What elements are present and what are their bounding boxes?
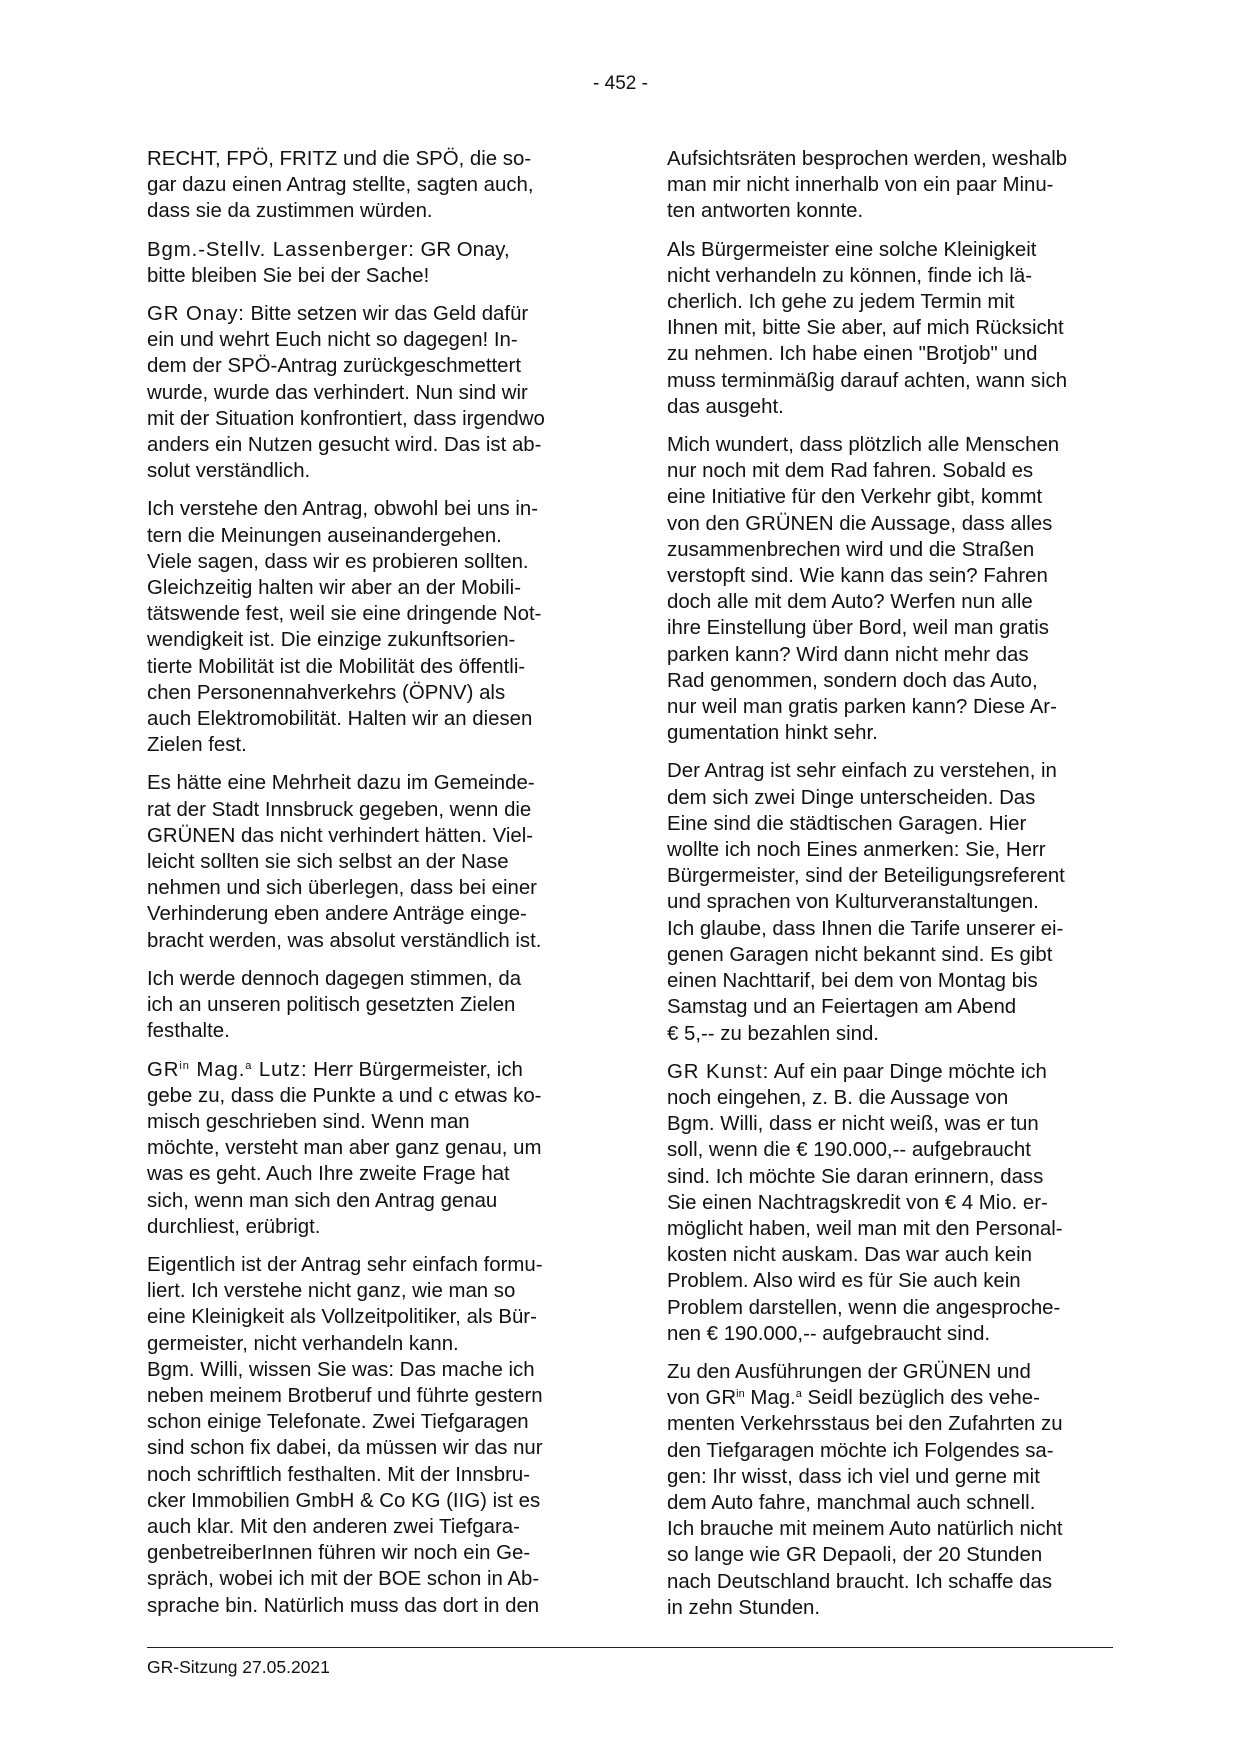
left-column: [147, 146, 592, 1631]
paragraph: Aufsichtsräten besprochen werden, weshalb man mir nicht innerhalb von ein paar Minu- ten antworten konnte.: [667, 148, 1068, 223]
speaker-label: Bgm.-Stellv. Lassenberger:: [147, 238, 415, 261]
speaker-label: GR Kunst:: [667, 1060, 770, 1083]
speaker-label: GR Onay:: [147, 303, 245, 326]
footer-divider: [147, 1647, 1113, 1648]
paragraph: Ich verstehe den Antrag, obwohl bei uns in- tern die Meinungen auseinandergehen. Viele sagen, dass wir es probieren sollten. Gleichzeitig halten wir aber an der Mobili- tätswende fest, weil sie eine dringende Not- wendigkeit ist. Die einzige zukunftsorien- tierte Mobilität ist die Mobilität des öffentli- chen Personennahverkehrs (ÖPNV) als auch Elektromobilität. Halten wir an diesen Zielen fest.: [147, 498, 542, 757]
paragraph: Ich werde dennoch dagegen stimmen, da ich an unseren politisch gesetzten Zielen festhalte.: [147, 967, 522, 1043]
paragraph: Als Bürgermeister eine solche Kleinigkeit nicht verhandeln zu können, finde ich lä- cherlich. Ich gehe zu jedem Termin mit Ihnen mit, bitte Sie aber, auf mich Rücksicht zu nehmen. Ich habe einen "Brotjob" und muss terminmäßig darauf achten, wann sich das ausgeht.: [667, 238, 1068, 418]
paragraph: Mich wundert, dass plötzlich alle Menschen nur noch mit dem Rad fahren. Sobald es eine Initiative für den Verkehr gibt, kommt von den GRÜNEN die Aussage, dass alles zusammenbrechen wird und die Straßen verstopft sind. Wie kann das sein? Fahren doch alle mit dem Auto? Werfen nun alle ihre Einstellung über Bord, weil man gratis parken kann? Wird dann nicht mehr das Rad genommen, sondern doch das Auto, nur weil man gratis parken kann? Diese Ar- gumentation hinkt sehr.: [667, 434, 1060, 745]
paragraph: Eigentlich ist der Antrag sehr einfach formu- liert. Ich verstehe nicht ganz, wie man so eine Kleinigkeit als Vollzeitpolitiker, als Bür- germeister, nicht verhandeln kann.: [147, 1253, 543, 1355]
paragraph: GR Onay: Bitte setzen wir das Geld dafür ein und wehrt Euch nicht so dagegen! In- dem der SPÖ-Antrag zurückgeschmettert wurde, wurde das verhindert. Nun sind wir mit der Situation konfrontiert, dass irgendwo anders ein Nutzen gesucht wird. Das ist ab- solut verständlich.: [147, 303, 545, 483]
footer-session-date: GR-Sitzung 27.05.2021: [147, 1657, 330, 1677]
speaker-label: $GR^{in}$ Mag.$^a$ Lutz:: [147, 1058, 308, 1081]
paragraph: Bgm.-Stellv. Lassenberger: GR Onay, bitte bleiben Sie bei der Sache!: [147, 238, 510, 287]
paragraph: GR Kunst: Auf ein paar Dinge möchte ich noch eingehen, z. B. die Aussage von Bgm. Willi, dass er nicht weiß, was er tun soll, wenn die € 190.000,-- aufgebraucht sind. Ich möchte Sie daran erinnern, dass Sie einen Nachtragskredit von € 4 Mio. er- möglicht haben, weil man mit den Personal- kosten nicht auskam. Das war auch kein Problem. Also wird es für Sie auch kein Problem darstellen, wenn die angesproche- nen € 190.000,-- aufgebraucht sind.: [667, 1060, 1063, 1345]
page-number: - 452 -: [593, 73, 648, 94]
paragraph: Der Antrag ist sehr einfach zu verstehen, in dem sich zwei Dinge unterscheiden. Das Eine sind die städtischen Garagen. Hier wollte ich noch Eines anmerken: Sie, Herr Bürgermeister, sind der Beteiligungsreferent und sprachen von Kulturveranstaltungen. Ich glaube, dass Ihnen die Tarife unserer ei- genen Garagen nicht bekannt sind. Es gibt einen Nachttarif, bei dem von Montag bis Samstag und an Feiertagen am Abend € 5,-- zu bezahlen sind.: [667, 760, 1065, 1045]
paragraph: Es hätte eine Mehrheit dazu im Gemeinde- rat der Stadt Innsbruck gegeben, wenn die GRÜNEN das nicht verhindert hätten. Viel- leicht sollten sie sich selbst an der Nase nehmen und sich überlegen, dass bei einer Verhinderung eben andere Anträge einge- bracht werden, was absolut verständlich ist.: [147, 772, 542, 952]
paragraph: RECHT, FPÖ, FRITZ und die SPÖ, die so- gar dazu einen Antrag stellte, sagten auch, dass sie da zustimmen würden.: [147, 148, 534, 223]
paragraph: $GR^{in}$ Mag.$^a$ Lutz: Herr Bürgermeister, ich gebe zu, dass die Punkte a und c etwas ko- misch geschrieben sind. Wenn man möchte, versteht man aber ganz genau, um was es geht. Auch Ihre zweite Frage hat sich, wenn man sich den Antrag genau durchliest, erübrigt.: [147, 1058, 542, 1238]
right-column: [667, 146, 1112, 1633]
paragraph: Bgm. Willi, wissen Sie was: Das mache ich neben meinem Brotberuf und führte gestern schon einige Telefonate. Zwei Tiefgaragen sind schon fix dabei, da müssen wir das nur noch schriftlich festhalten. Mit der Innsbru- cker Immobilien GmbH & Co KG (IIG) ist es auch klar. Mit den anderen zwei Tiefgara- genbetreiberInnen führen wir noch ein Ge- spräch, wobei ich mit der BOE schon in Ab- sprache bin. Natürlich muss das dort in den: [147, 1358, 543, 1617]
paragraph: Zu den Ausführungen der GRÜNEN und von $GR^{in}$ Mag.$^a$ Seidl bezüglich des vehe- menten Verkehrsstaus bei den Zufahrten zu den Tiefgaragen möchte ich Folgendes sa- gen: Ihr wisst, dass ich viel und gerne mit dem Auto fahre, manchmal auch schnell. Ich brauche mit meinem Auto natürlich nicht so lange wie GR Depaoli, der 20 Stunden nach Deutschland braucht. Ich schaffe das in zehn Stunden.: [667, 1360, 1063, 1619]
